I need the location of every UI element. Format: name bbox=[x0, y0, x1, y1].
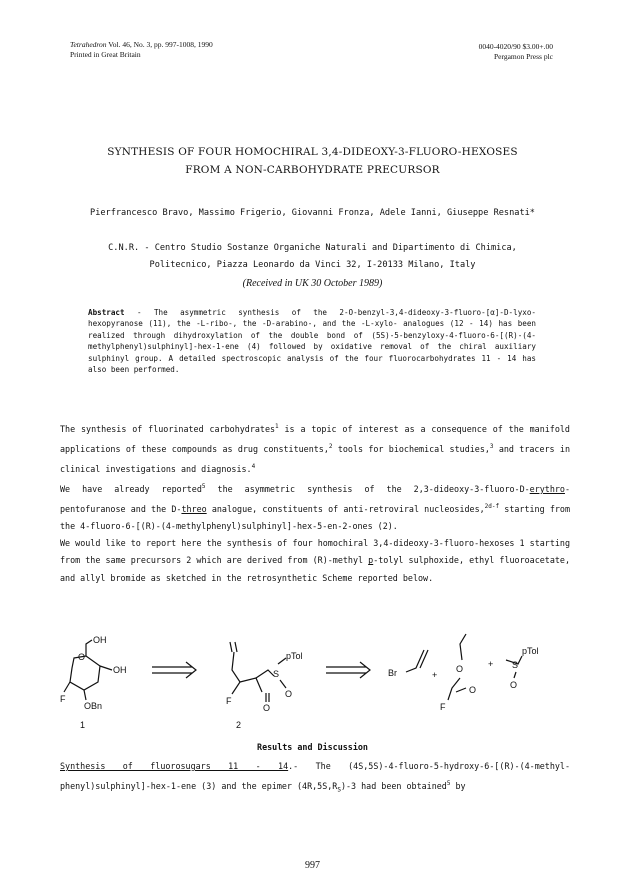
publisher-name: Pergamon Press plc bbox=[493, 52, 553, 61]
subscript: S bbox=[337, 786, 341, 794]
text-run: tools for biochemical studies, bbox=[332, 443, 490, 454]
benzyloxy-label: OBn bbox=[84, 701, 103, 711]
carbonyl-oxygen-label: O bbox=[469, 685, 477, 695]
hydroxyl-label: OH bbox=[93, 635, 107, 645]
retrosynthetic-scheme bbox=[60, 630, 570, 730]
p-tolyl-label: pTol bbox=[286, 651, 303, 661]
underlined-term: threo bbox=[181, 503, 207, 514]
printed-in: Printed in Great Britain bbox=[70, 50, 141, 59]
publisher-header bbox=[479, 42, 553, 62]
text-run: analogue, constituents of anti-retroviral nucleosides, bbox=[206, 503, 485, 514]
affiliation bbox=[20, 240, 605, 274]
abstract bbox=[88, 307, 536, 375]
title-line-1: SYNTHESIS OF FOUR HOMOCHIRAL 3,4-DIDEOXY-3-FLUORO-HEXOSES bbox=[107, 146, 518, 158]
text-run: )-3 had been obtained bbox=[340, 781, 447, 791]
paragraph-2 bbox=[60, 478, 570, 535]
section-heading: Results and Discussion bbox=[257, 742, 368, 752]
bromine-label: Br bbox=[388, 668, 397, 678]
text-run: the asymmetric synthesis of the 2,3-dideoxy-3-fluoro-D- bbox=[205, 483, 530, 494]
introduction bbox=[60, 418, 570, 587]
plus-sign: + bbox=[432, 670, 438, 680]
ref-mark: 1 bbox=[275, 423, 279, 430]
sulfur-label: S bbox=[273, 669, 280, 679]
fluorine-label: F bbox=[440, 702, 446, 712]
compound-number-2: 2 bbox=[236, 720, 242, 730]
affiliation-line-2: Politecnico, Piazza Leonardo da Vinci 32, I-20133 Milano, Italy bbox=[149, 260, 476, 270]
title-line-2: FROM A NON-CARBOHYDRATE PRECURSOR bbox=[185, 164, 440, 176]
author-list: Pierfrancesco Bravo, Massimo Frigerio, Giovanni Fronza, Adele Ianni, Giuseppe Resnati* bbox=[90, 208, 535, 218]
ref-mark: 3 bbox=[489, 443, 494, 450]
affiliation-line-1: C.N.R. - Centro Studio Sostanze Organiche Naturali and Dipartimento di Chimica, bbox=[108, 243, 517, 253]
underlined-term: p bbox=[368, 555, 374, 566]
received-date: (Received in UK 30 October 1989) bbox=[242, 278, 383, 289]
compound-number-1: 1 bbox=[80, 720, 86, 730]
text-run: by bbox=[450, 781, 466, 791]
fluorine-label: F bbox=[226, 696, 232, 706]
paragraph-1 bbox=[60, 418, 570, 478]
retro-arrow-1 bbox=[152, 662, 196, 678]
journal-header bbox=[70, 40, 213, 60]
sulfinyl-oxygen-label: O bbox=[285, 689, 293, 699]
text-run: We have already reported bbox=[60, 483, 202, 494]
results-paragraph bbox=[60, 758, 570, 799]
abstract-text: - The asymmetric synthesis of the 2-O-benzyl-3,4-dideoxy-3-fluoro-[α]-D-lyxo-hexopyranose (11), the -L-ribo-, the -D-arabino-, and the -L-xylo- analogues (12 - 14) has been realized through dihydroxylation of the double bond of (5S)-5-benzyloxy-4-fluoro-6-[(R)-(4-methylphenyl)sulphinyl]-hex-1-ene (4) followed by oxidative removal of the chiral auxiliary sulphinyl group. A detailed spectroscopic analysis of the four fluorocarbohydrates 11 - 14 has also been performed. bbox=[88, 308, 536, 375]
text-run: -pentofuranose and the D- bbox=[60, 483, 570, 514]
text-run: The synthesis of fluorinated carbohydrates bbox=[60, 423, 276, 434]
text-run: is a topic of interest as a consequence of the manifold applications of these compounds as drug constituents, bbox=[60, 423, 570, 454]
ketone-oxygen-label: O bbox=[263, 703, 271, 713]
ref-mark: 4 bbox=[251, 463, 256, 470]
ester-oxygen-label: O bbox=[456, 664, 464, 674]
p-tolyl-label: pTol bbox=[522, 646, 539, 656]
subsection-title: Synthesis of fluorosugars 11 - 14 bbox=[60, 761, 289, 771]
text-run: -tolyl sulphoxide, ethyl fluoroacetate, and allyl bromide as sketched in the retrosynthetic Scheme reported below. bbox=[60, 555, 570, 583]
ref-mark: 2 bbox=[328, 443, 333, 450]
text-run: .- The (4S,5S)-4-fluoro-5-hydroxy-6-[(R)-(4-methyl-phenyl)sulphinyl]-hex-1-ene (3) and the epimer (4R,5S,R bbox=[60, 761, 570, 791]
page-number: 997 bbox=[305, 860, 320, 871]
text-run: and tracers in clinical investigations and diagnosis. bbox=[60, 443, 570, 474]
journal-name: Tetrahedron bbox=[70, 40, 107, 49]
ref-mark: 5 bbox=[446, 780, 451, 788]
text-run: starting from the 4-fluoro-6-[(R)-(4-methylphenyl)sulphinyl]-hex-5-en-2-ones (2). bbox=[60, 503, 570, 531]
text-run: We would like to report here the synthesis of four homochiral 3,4-dideoxy-3-fluoro-hexoses 1 starting from the same precursors 2 which are derived from (R)-methyl bbox=[60, 538, 570, 566]
issn-price: 0040-4020/90 $3.00+.00 bbox=[478, 42, 553, 51]
hydroxyl-label: OH bbox=[113, 665, 127, 675]
ring-oxygen-label: O bbox=[78, 652, 86, 662]
paragraph-3 bbox=[60, 535, 570, 587]
journal-citation: Vol. 46, No. 3, pp. 997-1008, 1990 bbox=[106, 40, 213, 49]
compound-1-structure bbox=[64, 640, 112, 700]
sulfur-label: S bbox=[512, 660, 519, 670]
ref-mark: 2d-f bbox=[484, 503, 500, 510]
abstract-label: Abstract bbox=[88, 308, 125, 317]
sulfinyl-oxygen-label: O bbox=[510, 680, 518, 690]
reagent-structures bbox=[406, 634, 522, 700]
ref-mark: 5 bbox=[201, 483, 206, 490]
plus-sign: + bbox=[488, 659, 494, 669]
underlined-term: erythro bbox=[529, 483, 565, 494]
fluorine-label: F bbox=[60, 694, 66, 704]
paper-title bbox=[60, 143, 565, 179]
retro-arrow-2 bbox=[326, 662, 370, 678]
